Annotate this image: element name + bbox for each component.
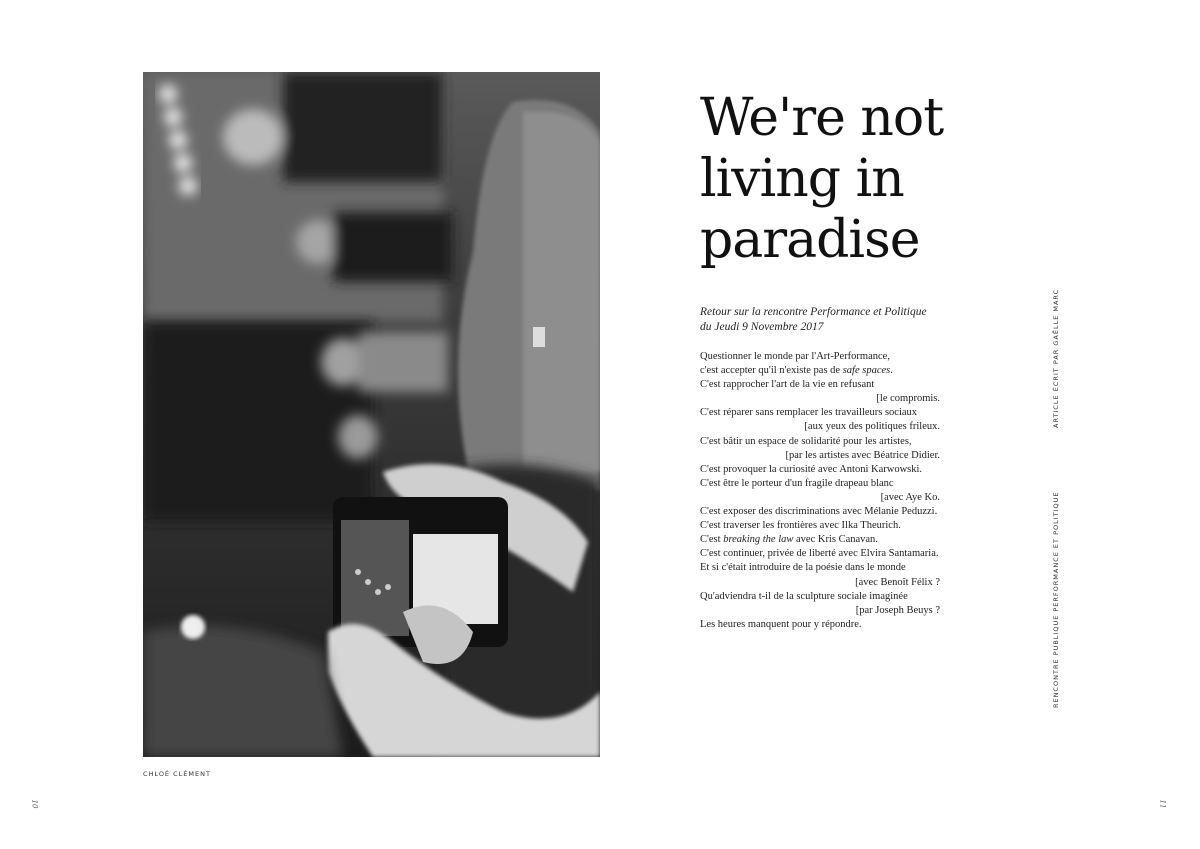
body-line xyxy=(700,533,940,547)
title-line: We're not xyxy=(700,88,944,148)
photo-illustration xyxy=(143,72,600,757)
subtitle-line: Retour sur la rencontre Performance et Politique xyxy=(700,306,927,318)
body-line: Questionner le monde par l'Art-Performance, xyxy=(700,351,890,362)
subtitle-line: du Jeudi 9 Novembre 2017 xyxy=(700,321,824,333)
article-title xyxy=(700,88,1000,271)
body-line: C'est traverser les frontières avec Ilka Theurich. xyxy=(700,520,901,532)
title-line: paradise xyxy=(700,210,920,270)
body-line: C'est continuer, privée de liberté avec Elvira Santamaria. xyxy=(700,548,939,560)
body-text: . xyxy=(890,365,893,377)
body-line: [aux yeux des politiques frileux. xyxy=(804,421,940,433)
body-text: c'est accepter qu'il n'existe pas de xyxy=(700,365,843,377)
body-line: C'est rapprocher l'art de la vie en refusant xyxy=(700,379,875,391)
title-line: living in xyxy=(700,149,904,209)
photo-credit: CHLOÉ CLÉMENT xyxy=(143,770,211,778)
article-subtitle xyxy=(700,305,1000,335)
article-photo xyxy=(143,72,600,757)
body-line xyxy=(700,364,940,378)
body-line: Et si c'était introduire de la poésie dans le monde xyxy=(700,562,906,574)
body-line: C'est être le porteur d'un fragile drapeau blanc xyxy=(700,477,894,489)
author-label: ARTICLE ÉCRIT PAR GAËLLE MARC xyxy=(1052,288,1060,428)
body-line: [avec Aye Ko. xyxy=(880,491,940,503)
body-line: Les heures manquent pour y répondre. xyxy=(700,618,862,630)
article-body xyxy=(700,350,940,632)
body-text: C'est xyxy=(700,534,724,546)
body-text: avec Kris Canavan. xyxy=(793,534,878,546)
body-line: C'est exposer des discriminations avec Mélanie Peduzzi. xyxy=(700,506,938,518)
body-line: C'est bâtir un espace de solidarité pour les artistes, xyxy=(700,435,912,447)
body-line: C'est provoquer la curiosité avec Antoni Karwowski. xyxy=(700,463,923,475)
body-line: [par les artistes avec Béatrice Didier. xyxy=(785,449,940,461)
body-line: [avec Benoît Félix ? xyxy=(855,576,940,588)
body-line: [le compromis. xyxy=(876,393,940,405)
page-number-left: 10 xyxy=(30,799,39,809)
body-emphasis: safe spaces xyxy=(842,365,891,377)
body-line: Qu'adviendra t-il de la sculpture sociale imaginée xyxy=(700,590,908,602)
body-emphasis: breaking the law xyxy=(723,534,794,546)
event-label: RENCONTRE PUBLIQUE PERFORMANCE ET POLITIQUE xyxy=(1052,491,1060,708)
body-line: [par Joseph Beuys ? xyxy=(855,604,940,616)
page-number-right: 11 xyxy=(1158,799,1167,809)
body-line: C'est réparer sans remplacer les travailleurs sociaux xyxy=(700,407,918,419)
